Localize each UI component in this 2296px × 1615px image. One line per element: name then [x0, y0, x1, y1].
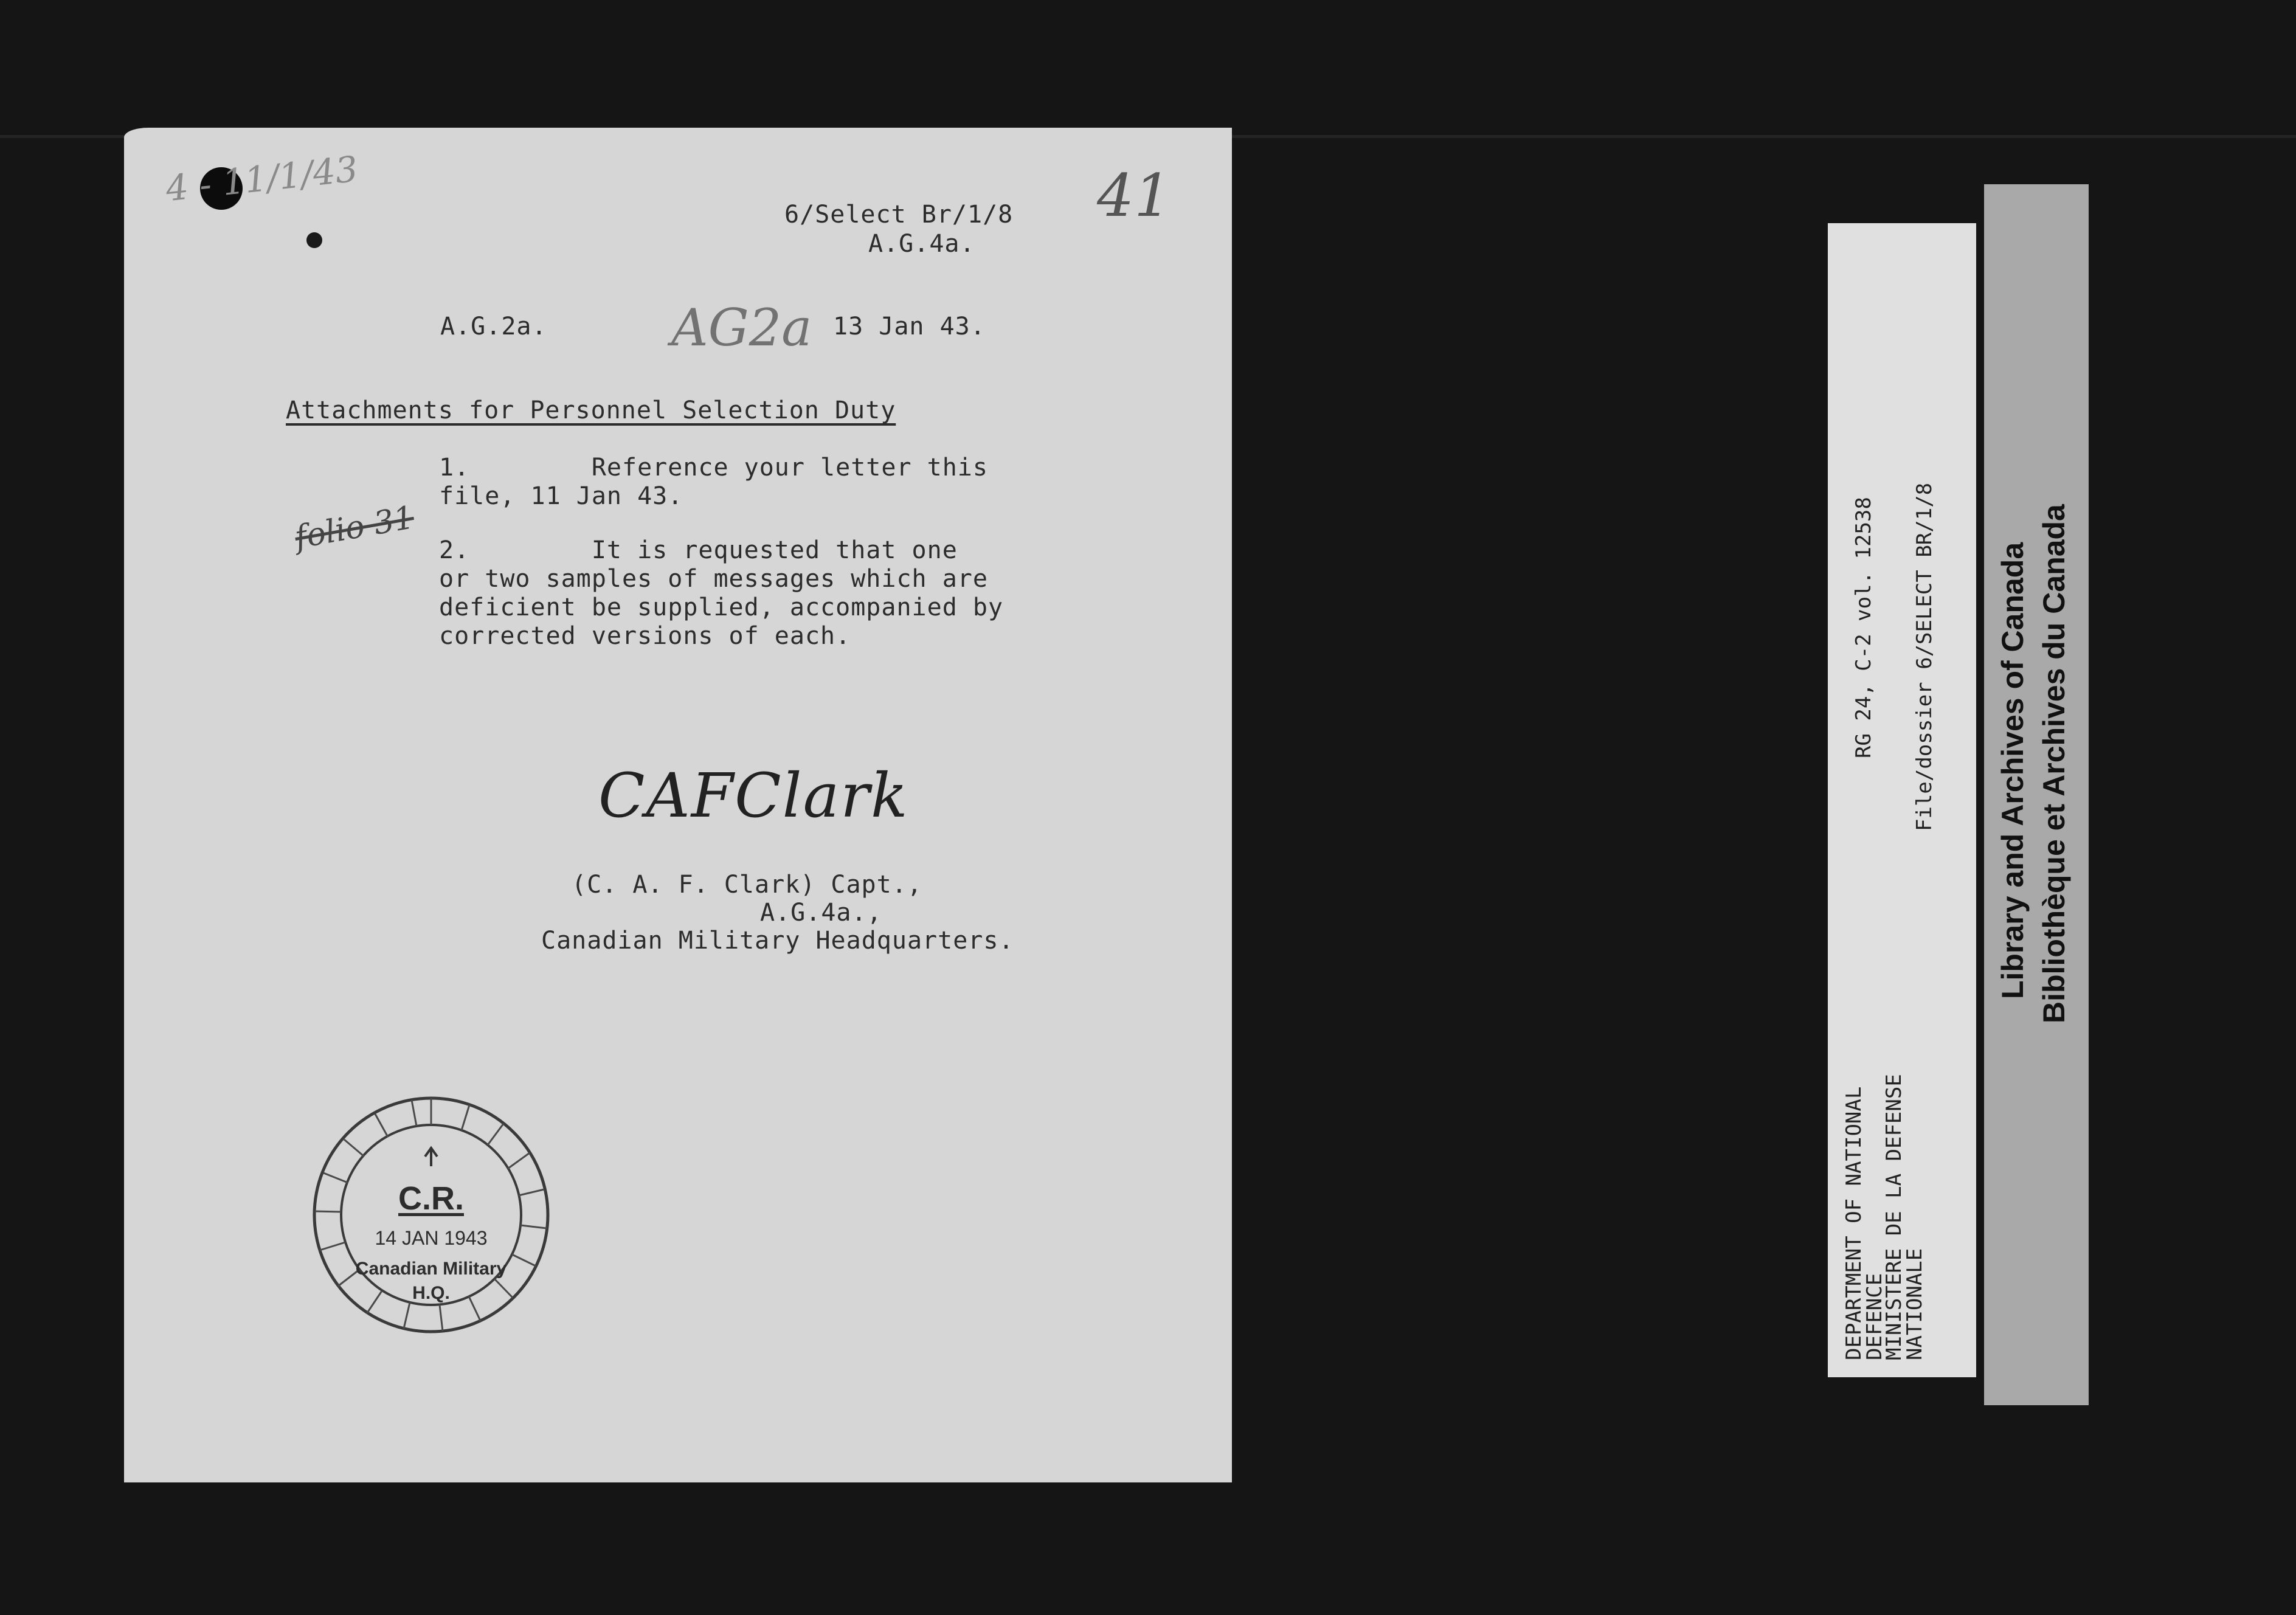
label-file-dossier: File/dossier 6/SELECT BR/1/8	[1912, 482, 1937, 831]
addressee: A.G.2a.	[440, 313, 547, 341]
paragraph-1-line-1: 1. Reference your letter this	[439, 454, 988, 482]
signatory-branch: A.G.4a.,	[760, 899, 882, 927]
label-ministere: MINISTERE DE LA DEFENSE	[1882, 1074, 1906, 1360]
institution-name-en: Library and Archives of Canada	[1996, 542, 2030, 999]
label-nationale: NATIONALE	[1903, 1248, 1927, 1360]
label-defence: DEFENCE	[1862, 1273, 1887, 1360]
paragraph-2-line-4: corrected versions of each.	[439, 622, 851, 650]
handwritten-page-number: 41	[1097, 162, 1172, 230]
letter-date: 13 Jan 43.	[833, 313, 986, 341]
stamp-unit: Canadian Military	[355, 1259, 507, 1279]
received-date-stamp	[309, 1093, 553, 1337]
file-reference: 6/Select Br/1/8	[784, 201, 1014, 229]
handwritten-signature: CAFClark	[598, 760, 909, 831]
signatory-name: (C. A. F. Clark) Capt.,	[572, 871, 922, 899]
archive-reference-label	[1828, 223, 1976, 1377]
stamp-title: C.R.	[398, 1180, 464, 1217]
label-record-group: RG 24, C-2 vol. 12538	[1852, 497, 1876, 758]
stamp-hq: H.Q.	[412, 1283, 450, 1303]
stamp-date: 14 JAN 1943	[375, 1227, 488, 1249]
handwritten-registry-mark: AG2a	[671, 298, 812, 358]
ink-mark	[306, 232, 322, 248]
sender-office: A.G.4a.	[868, 230, 975, 258]
paragraph-1-line-2: file, 11 Jan 43.	[439, 482, 683, 510]
paragraph-2-line-2: or two samples of messages which are	[439, 565, 988, 593]
subject-line: Attachments for Personnel Selection Duty	[286, 396, 896, 424]
paragraph-2-line-3: deficient be supplied, accompanied by	[439, 593, 1004, 621]
letter-sheet	[124, 128, 1232, 1482]
signatory-headquarters: Canadian Military Headquarters.	[541, 927, 1014, 955]
institution-name-fr: Bibliothèque et Archives du Canada	[2037, 504, 2071, 1023]
label-department: DEPARTMENT OF NATIONAL	[1842, 1086, 1866, 1360]
handwritten-folio-reference: folio 31	[292, 499, 417, 556]
handwritten-folio-note: 4 - 11/1/43	[164, 148, 360, 210]
paragraph-2-line-1: 2. It is requested that one	[439, 536, 958, 564]
institution-label	[1984, 184, 2089, 1405]
